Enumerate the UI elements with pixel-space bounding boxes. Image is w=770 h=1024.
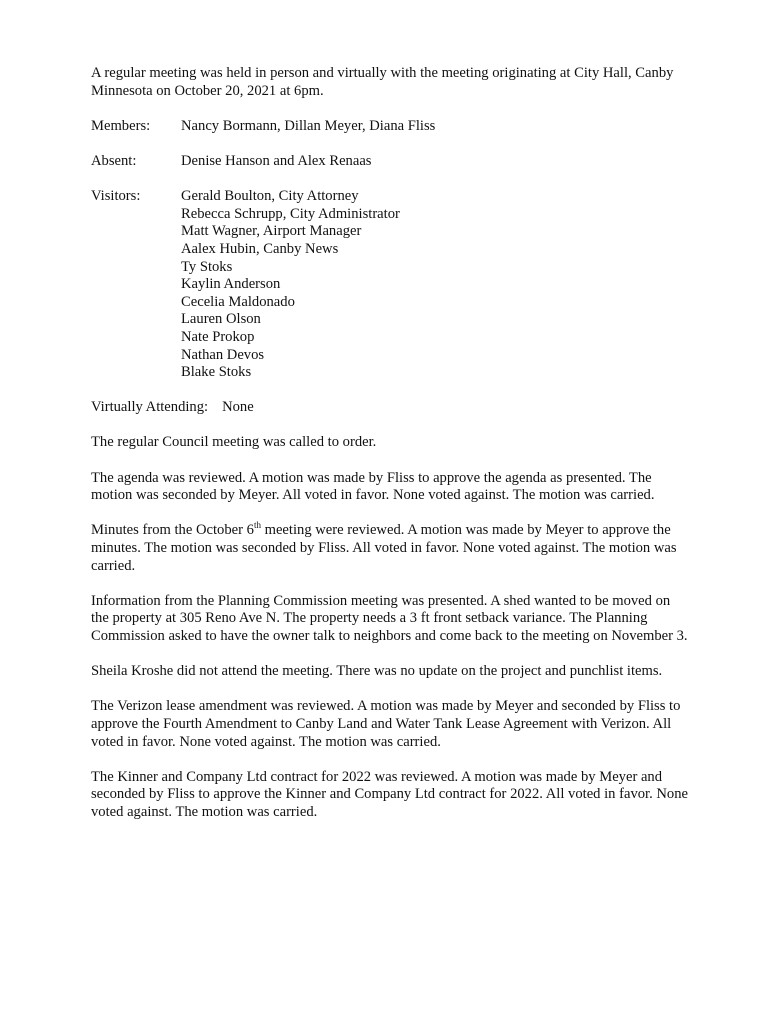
minutes-text-end: meeting were reviewed. A motion was made by Meyer to approve the minutes. The motion was seconded by Fliss. All voted in favor. None voted against. The motion was carried. (91, 522, 677, 574)
visitor-name: Nate Prokop (181, 328, 255, 345)
visitor-name: Gerald Boulton, City Attorney (181, 188, 359, 205)
visitor-name: Kaylin Anderson (181, 276, 281, 293)
visitor-name: Ty Stoks (181, 258, 233, 275)
members-label: Members: (91, 117, 151, 134)
members-value: Nancy Bormann, Dillan Meyer, Diana Fliss (181, 117, 436, 134)
minutes-paragraph (91, 522, 691, 575)
absent-row (91, 153, 691, 171)
absent-label: Absent: (91, 152, 137, 169)
visitor-name: Lauren Olson (181, 311, 261, 328)
visitors-list (181, 188, 691, 382)
kinner-paragraph: The Kinner and Company Ltd contract for 2022 was reviewed. A motion was made by Meyer and seconded by Fliss to approve the Kinner and Company Ltd contract for 2022. All voted in favor. None voted against. The motion was carried. (91, 768, 689, 820)
visitor-name: Matt Wagner, Airport Manager (181, 223, 362, 240)
visitor-name: Aalex Hubin, Canby News (181, 240, 339, 257)
virtually-attending-row (91, 399, 691, 417)
virtually-attending-value: None (222, 399, 254, 416)
visitors-label: Visitors: (91, 188, 141, 205)
intro-paragraph: A regular meeting was held in person and virtually with the meeting originating at City Hall, Canby Minnesota on October 20, 2021 at 6pm. (91, 65, 674, 99)
members-row (91, 118, 691, 136)
absent-value: Denise Hanson and Alex Renaas (181, 152, 372, 169)
ordinal-suffix: th (253, 520, 261, 531)
visitor-name: Rebecca Schrupp, City Administrator (181, 205, 400, 222)
verizon-paragraph: The Verizon lease amendment was reviewed. A motion was made by Meyer and seconded by Fliss to approve the Fourth Amendment to Canby Land and Water Tank Lease Agreement with Verizon. All voted in favor. None voted against. The motion was carried. (91, 698, 681, 750)
visitor-name: Nathan Devos (181, 346, 265, 363)
minutes-text-start: Minutes from the October 6 (91, 522, 254, 539)
kroshe-paragraph: Sheila Kroshe did not attend the meeting. There was no update on the project and punchlist items. (91, 663, 663, 680)
call-to-order-paragraph: The regular Council meeting was called to order. (91, 434, 377, 451)
visitor-name: Blake Stoks (181, 364, 252, 381)
planning-commission-paragraph: Information from the Planning Commission meeting was presented. A shed wanted to be moved on the property at 305 Reno Ave N. The property needs a 3 ft front setback variance. The Planning Commission asked to have the owner talk to neighbors and come back to the meeting on November 3. (91, 592, 688, 644)
visitor-name: Cecelia Maldonado (181, 293, 295, 310)
agenda-paragraph: The agenda was reviewed. A motion was made by Fliss to approve the agenda as presented. The motion was seconded by Meyer. All voted in favor. None voted against. The motion was carried. (91, 469, 655, 504)
minutes-document (91, 65, 691, 839)
visitors-row (91, 188, 691, 382)
virtually-attending-label: Virtually Attending: (91, 399, 209, 416)
